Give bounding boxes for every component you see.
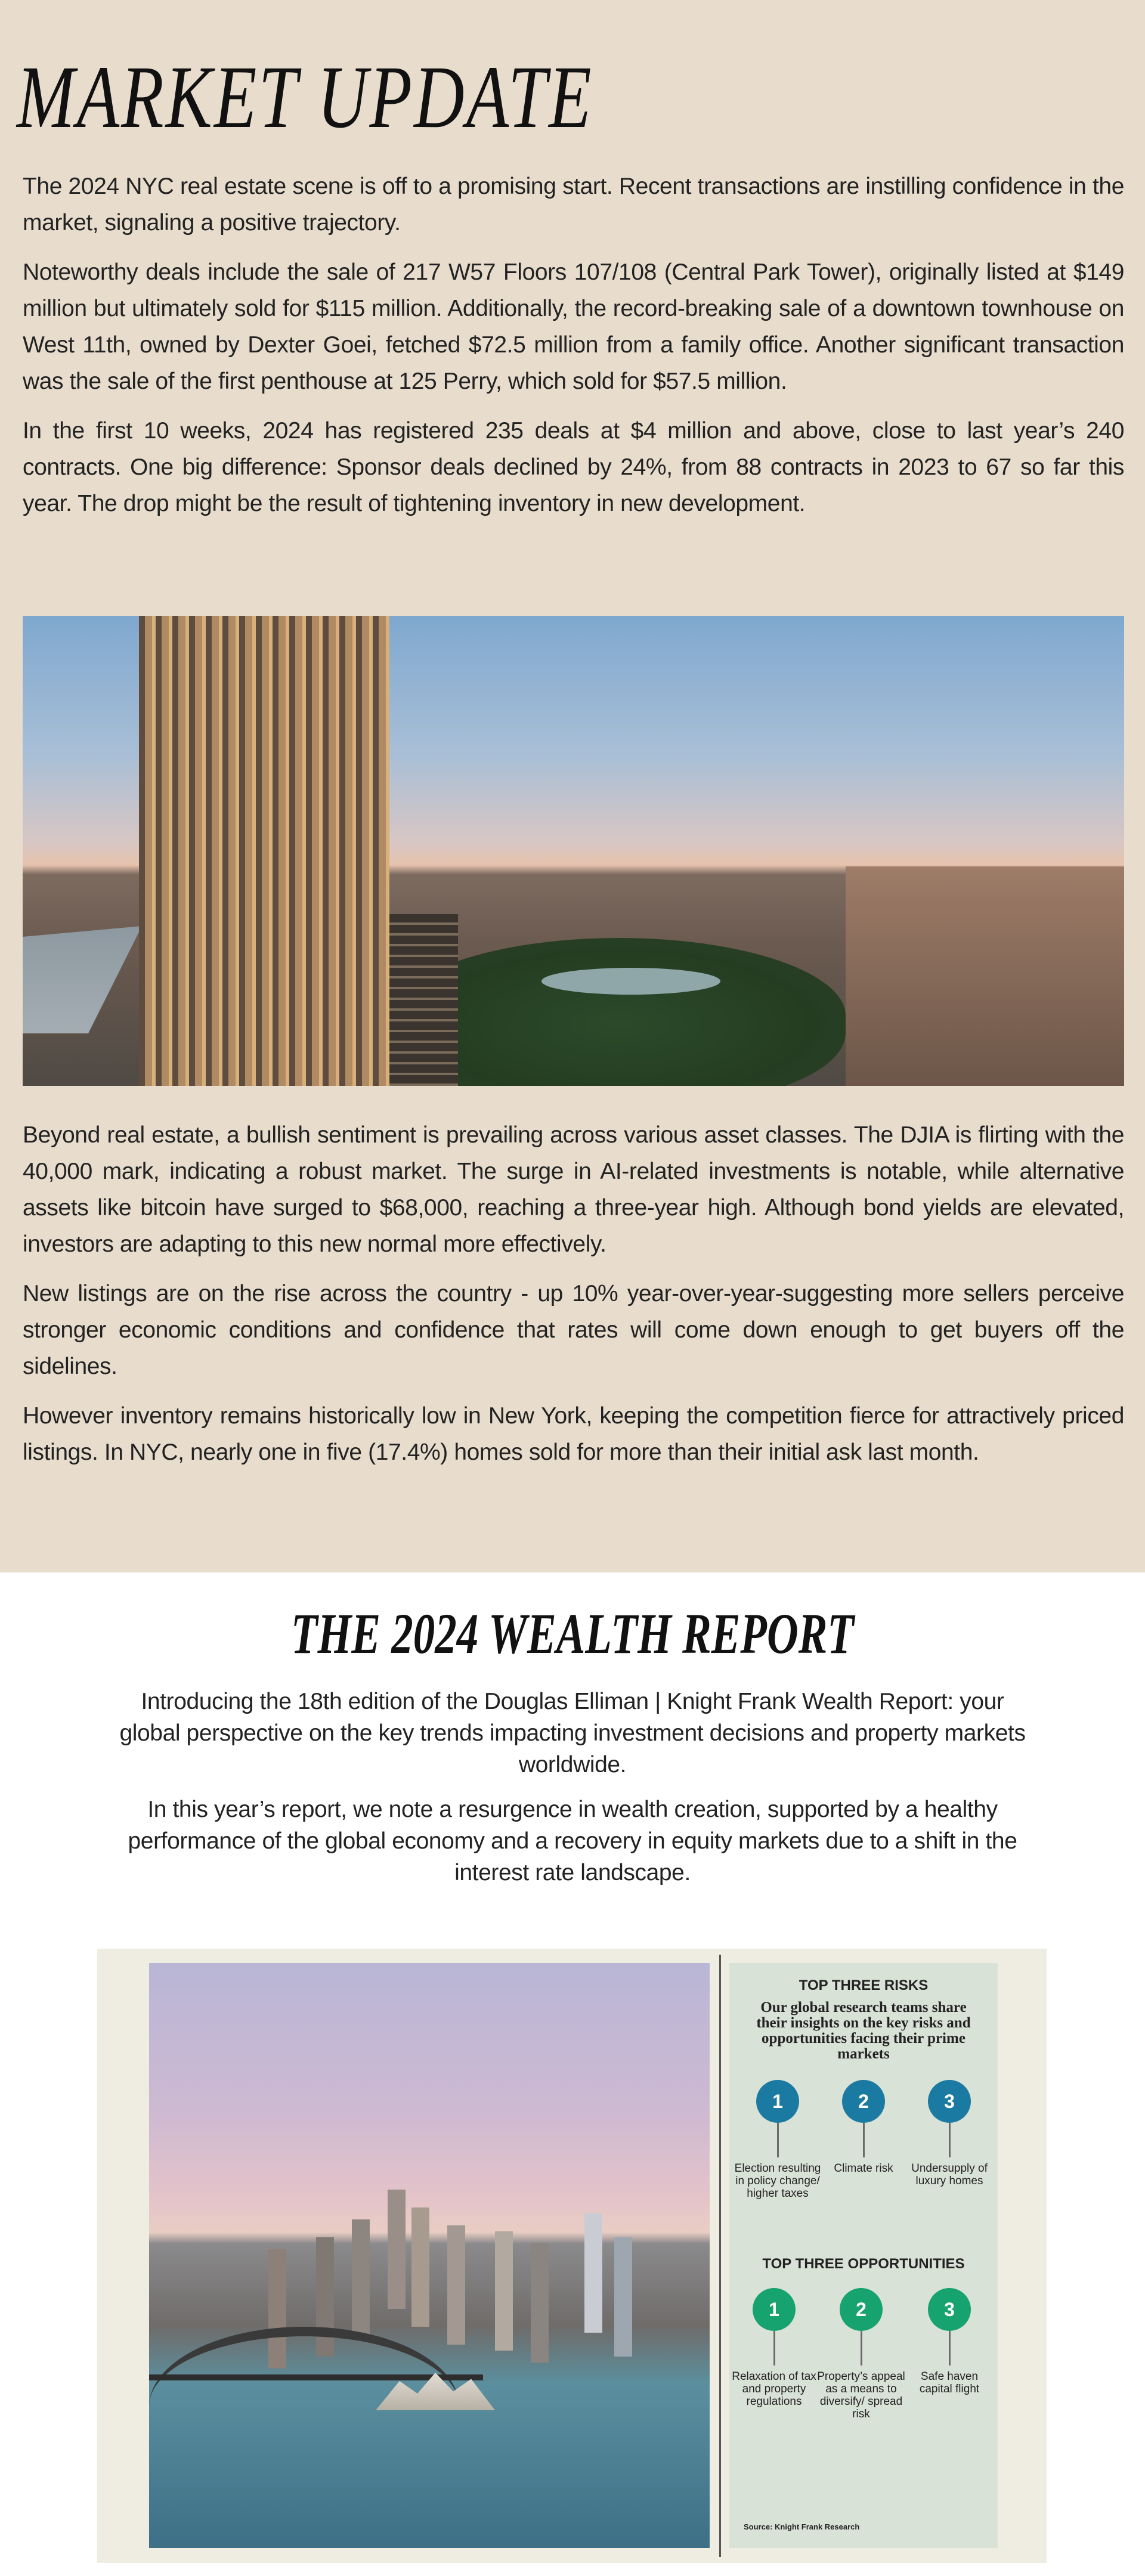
wealth-report-title: [0, 1602, 1145, 1665]
market-update-title: MARKET UPDATE: [17, 48, 593, 147]
opportunities-heading: TOP THREE OPPORTUNITIES: [762, 2256, 965, 2272]
opportunity-label: Safe haven capital flight: [919, 2370, 980, 2395]
risk-label: Climate risk: [834, 2162, 893, 2175]
number-badge: 2: [842, 2080, 885, 2123]
connector-line: [949, 2123, 951, 2157]
number-badge: 1: [753, 2288, 796, 2331]
paragraph: Noteworthy deals include the sale of 217 W57 Floors 107/108 (Central Park Tower), originally listed at $149 million but ultimately sold for $115 million. Additionally, the record-breaking sale of a downtown townhouse on West 11th, owned by Dexter Goei, fetched $72.5 million from a family office. Another significant transaction was the sale of the first penthouse at 125 Perry, which sold for $57.5 million.: [23, 259, 1124, 394]
opportunity-item: [729, 2288, 819, 2408]
risk-label: Election resulting in policy change/ higher taxes: [734, 2162, 821, 2200]
opportunity-label: Property’s appeal as a means to diversify/ spread risk: [817, 2370, 905, 2420]
connector-line: [777, 2123, 779, 2157]
paragraph: Beyond real estate, a bullish sentiment is prevailing across various asset classes. The DJIA is flirting with the 40,000 mark, indicating a robust market. The surge in AI-related investments is notable, while alternative assets like bitcoin have surged to $68,000, reaching a three-year high. Although bond yields are elevated, investors are adapting to this new normal more effectively.: [23, 1122, 1124, 1257]
sydney-harbour-photo: [149, 1963, 710, 2548]
risk-item: [905, 2080, 994, 2187]
skyline: [388, 2190, 406, 2309]
number-badge: 2: [840, 2288, 883, 2331]
number-badge: 1: [756, 2080, 799, 2123]
paragraph: The 2024 NYC real estate scene is off to a promising start. Recent transactions are instilling confidence in the market, signaling a positive trajectory.: [23, 174, 1124, 236]
connector-line: [773, 2331, 775, 2366]
opportunity-label: Relaxation of tax and property regulations: [732, 2370, 816, 2408]
risks-heading: TOP THREE RISKS: [799, 1977, 929, 1993]
opportunities-row: [729, 2288, 998, 2464]
central-park-tower-photo: [23, 616, 1124, 1086]
divider: [719, 1955, 721, 2557]
paragraph: However inventory remains historically low in New York, keeping the competition fierce for attractively priced listings. In NYC, nearly one in five (17.4%) homes sold for more than their initial ask last month.: [23, 1403, 1124, 1465]
paragraph: New listings are on the rise across the country - up 10% year-over-year-suggesting more sellers perceive stronger economic conditions and confidence that rates will come down enough to get buyers off the sidelines.: [23, 1281, 1124, 1379]
connector-line: [861, 2331, 862, 2366]
market-intro-text: [23, 168, 1124, 535]
wealth-report-section: [0, 1572, 1145, 2576]
wealth-report-infographic: [97, 1949, 1047, 2563]
risks-opportunities-panel: [729, 1963, 998, 2548]
paragraph: In the first 10 weeks, 2024 has registered 235 deals at $4 million and above, close to last year’s 240 contracts. One big difference: Sponsor deals declined by 24%, from 88 contracts in 2023 to 67 so far this year. The drop might be the result of tightening inventory in new development.: [23, 418, 1124, 516]
city-buildings: [846, 866, 1124, 1086]
paragraph: In this year’s report, we note a resurgence in wealth creation, supported by a healthy performance of the global economy and a recovery in equity markets due to a shift in the interest rate landscape.: [128, 1797, 1017, 1885]
tower: [139, 616, 389, 1086]
opportunity-item: [816, 2288, 906, 2420]
paragraph: Introducing the 18th edition of the Douglas Elliman | Knight Frank Wealth Report: your global perspective on the key trends impacting investment decisions and property markets worldwide.: [119, 1689, 1026, 1778]
wealth-report-intro: [119, 1686, 1026, 1902]
market-outlook-text: [23, 1117, 1124, 1484]
risk-item: [819, 2080, 908, 2175]
connector-line: [863, 2123, 865, 2157]
number-badge: 3: [928, 2288, 971, 2331]
connector-line: [949, 2331, 951, 2366]
central-park: [392, 938, 846, 1086]
opportunity-item: [905, 2288, 994, 2395]
wealth-report-title-text: THE 2024 WEALTH REPORT: [291, 1602, 854, 1665]
number-badge: 3: [928, 2080, 971, 2123]
reservoir: [541, 968, 720, 995]
river: [23, 926, 142, 1033]
risks-row: [729, 2080, 998, 2256]
source-note: Source: Knight Frank Research: [744, 2522, 860, 2531]
panel-subtitle: Our global research teams share their insights on the key risks and opportunities facing their prime markets: [756, 1999, 971, 2062]
risk-item: [733, 2080, 822, 2200]
risk-label: Undersupply of luxury homes: [911, 2162, 988, 2187]
